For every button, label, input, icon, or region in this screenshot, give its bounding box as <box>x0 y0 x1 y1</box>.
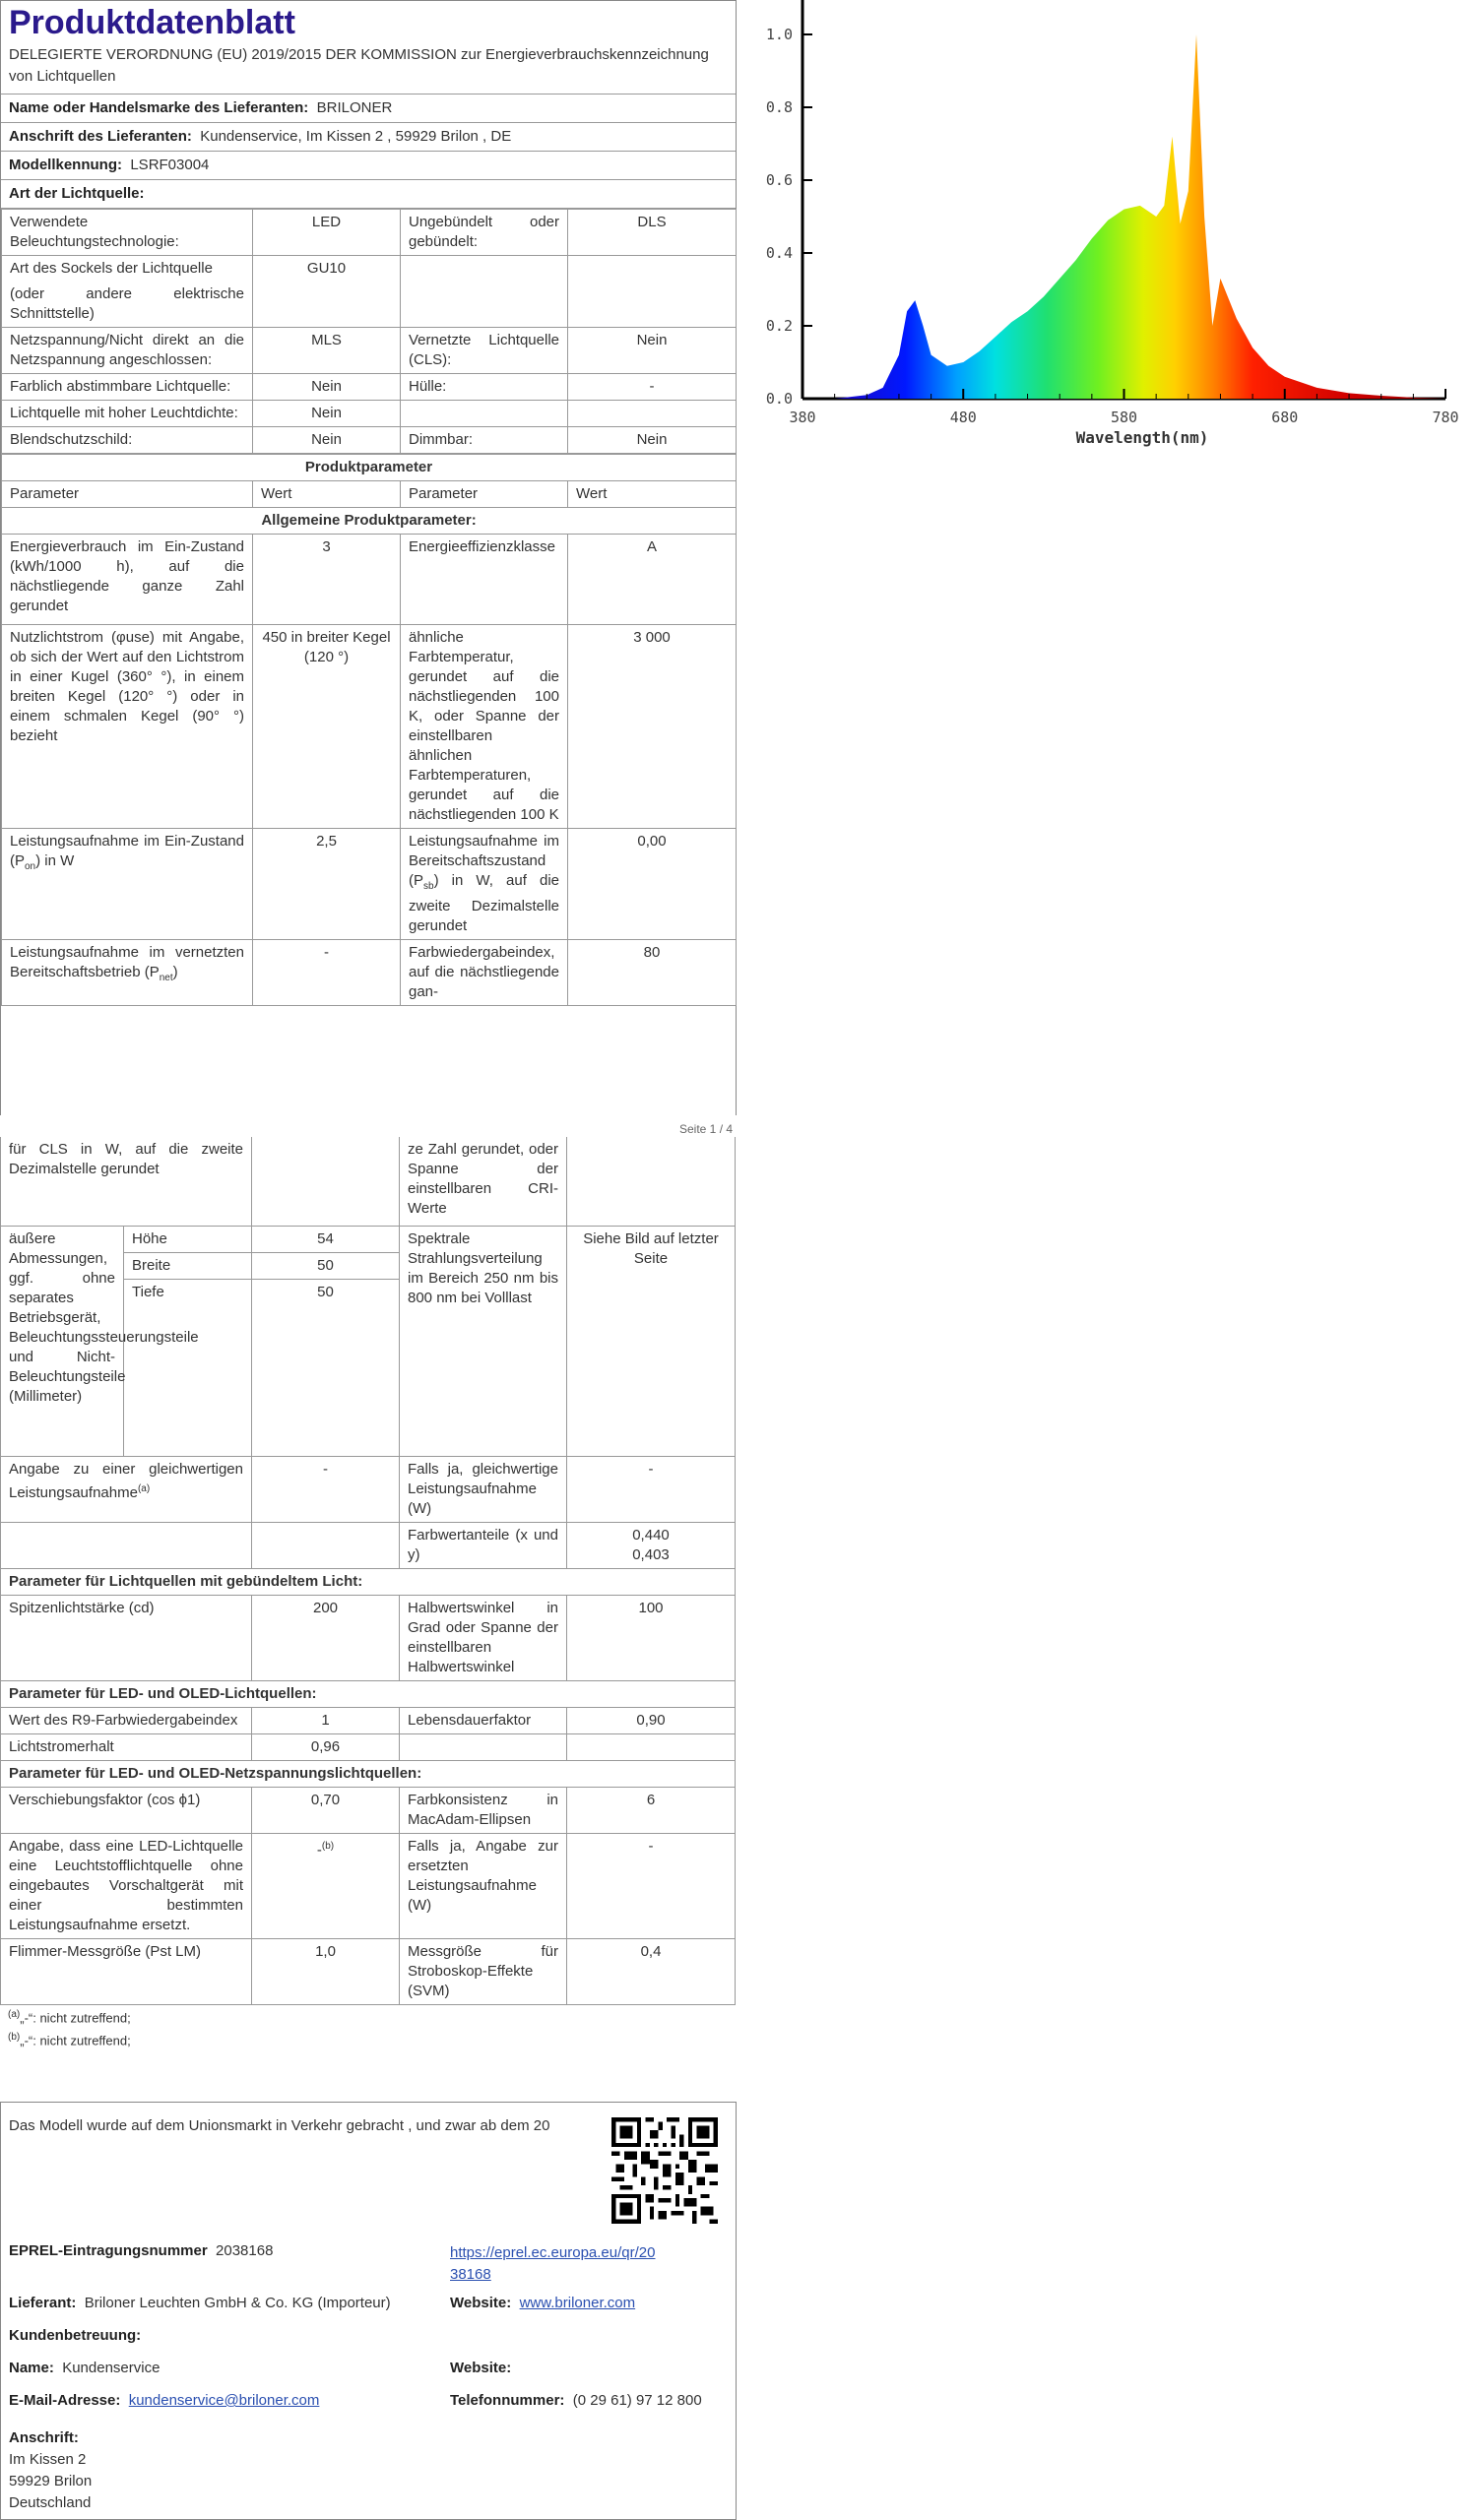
care-name-value: Kundenservice <box>62 2360 161 2376</box>
lumen-maintenance-value: 0,96 <box>252 1733 400 1760</box>
care-website-label: Website: <box>450 2360 512 2376</box>
table-row <box>1 1938 736 2004</box>
cri-label-cont: ze Zahl gerundet, oder Spanne der einstellbaren CRI-Werte <box>400 1137 567 1226</box>
supplier-address-value: Kundenservice, Im Kissen 2 , 59929 Brilon , DE <box>200 128 512 145</box>
standby-power-sub: sb <box>423 881 434 892</box>
networked-standby-unit: ) <box>172 964 178 980</box>
table-row <box>1 1733 736 1760</box>
standby-power-text: Leistungsaufnahme im Bereitschaftszustand (P <box>409 833 559 889</box>
email-row <box>9 2392 319 2409</box>
light-source-type-row <box>1 180 736 209</box>
r9-value: 1 <box>252 1707 400 1733</box>
depth-value: 50 <box>252 1279 400 1456</box>
peak-intensity-value: 200 <box>252 1595 400 1680</box>
care-address-line3: Deutschland <box>9 2494 92 2511</box>
y-tick-label: 0.2 <box>765 317 793 335</box>
directional-value: DLS <box>568 210 737 256</box>
model-row <box>1 152 736 180</box>
footnote-b-sup: (b) <box>8 2031 21 2043</box>
qr-code-icon <box>611 2117 718 2224</box>
market-date-text: Das Modell wurde auf dem Unionsmarkt in Verkehr gebracht , und zwar ab dem 20 <box>9 2117 550 2134</box>
datasheet-page-1 <box>0 0 737 1115</box>
column-header-value: Wert <box>568 481 737 508</box>
cap-value: GU10 <box>253 256 401 328</box>
customer-care-heading <box>9 2327 141 2344</box>
depth-label: Tiefe <box>124 1279 252 1456</box>
r9-label: Wert des R9-Farbwiedergabeindex <box>1 1707 252 1733</box>
email-link[interactable]: kundenservice@briloner.com <box>128 2392 320 2409</box>
on-mode-power-value: 2,5 <box>253 829 401 940</box>
table-row <box>1 1787 736 1833</box>
high-luminance-label: Lichtquelle mit hoher Leuchtdichte: <box>2 401 253 427</box>
directional-label: Ungebündelt oder gebündelt: <box>401 210 568 256</box>
equivalent-power-label <box>1 1456 252 1522</box>
chromaticity-y: 0,403 <box>632 1545 670 1563</box>
cap-label-line2: (oder andere elektrische Schnittstelle) <box>10 285 244 322</box>
table-header-row <box>2 481 737 508</box>
glare-shield-label: Blendschutzschild: <box>2 427 253 454</box>
equivalent-power-w-value: - <box>567 1456 736 1522</box>
networked-standby-label <box>2 940 253 1006</box>
envelope-label: Hülle: <box>401 374 568 401</box>
care-name-row <box>9 2360 160 2376</box>
cap-label <box>2 256 253 328</box>
dimmable-value: Nein <box>568 427 737 454</box>
column-header-parameter: Parameter <box>401 481 568 508</box>
website-row <box>450 2295 635 2311</box>
tech-value: LED <box>253 210 401 256</box>
x-tick-label: 580 <box>1110 409 1138 426</box>
beam-angle-value: 100 <box>567 1595 736 1680</box>
supplier-value: Briloner Leuchten GmbH & Co. KG (Importeur) <box>84 2295 391 2311</box>
footnote-b-marker: (b) <box>321 1840 335 1852</box>
table-row <box>2 401 737 427</box>
care-address <box>9 2427 92 2514</box>
networked-standby-text: Leistungsaufnahme im vernetzten Bereitschaftsbetrieb (P <box>10 944 244 980</box>
light-source-type-label: Art der Lichtquelle: <box>9 185 145 202</box>
standby-power-label <box>401 829 568 940</box>
page-title: Produktdatenblatt <box>9 4 295 41</box>
glare-shield-value: Nein <box>253 427 401 454</box>
footnote-a-text: „-“: nicht zutreffend; <box>20 2009 131 2025</box>
eprel-url-line2[interactable]: 38168 <box>450 2266 491 2283</box>
high-luminance-value: Nein <box>253 401 401 427</box>
chromaticity-label: Farbwertanteile (x und y) <box>400 1522 567 1568</box>
column-header-value: Wert <box>253 481 401 508</box>
phone-row <box>450 2392 702 2409</box>
x-axis-label: Wavelength(nm) <box>1075 428 1209 447</box>
product-parameters-table-continued <box>0 1137 736 2005</box>
care-website-row <box>450 2360 511 2376</box>
lumen-maintenance-label: Lichtstromerhalt <box>1 1733 252 1760</box>
table-row <box>1 1707 736 1733</box>
table-row <box>2 940 737 1006</box>
retrofit-claim-label: Angabe, dass eine LED-Lichtquelle eine Leuchtstofflichtquelle ohne eingebautes Vorschaltgerät mit einer bestimmten Leistungsaufnahme ersetzt. <box>1 1833 252 1938</box>
survival-factor-value: 0,90 <box>567 1707 736 1733</box>
energy-consumption-value: 3 <box>253 535 401 625</box>
general-parameters-heading: Allgemeine Produktparameter: <box>2 508 737 535</box>
phone-label: Telefonnummer: <box>450 2392 565 2409</box>
x-tick-label: 680 <box>1271 409 1299 426</box>
table-row <box>1 1226 736 1252</box>
peak-intensity-label: Spitzenlichtstärke (cd) <box>1 1595 252 1680</box>
model-label: Modellkennung: <box>9 157 122 173</box>
on-mode-power-sub: on <box>25 861 36 872</box>
email-label: E-Mail-Adresse: <box>9 2392 121 2409</box>
displacement-factor-label: Verschiebungsfaktor (cos ϕ1) <box>1 1787 252 1833</box>
retrofit-claim-text: - <box>316 1841 322 1858</box>
color-tunable-label: Farblich abstimmbare Lichtquelle: <box>2 374 253 401</box>
on-mode-power-text: Leistungsaufnahme im Ein-Zustand (P <box>10 833 244 869</box>
footnote-a-marker: (a) <box>137 1482 151 1494</box>
supplier-address-label: Anschrift des Lieferanten: <box>9 128 192 145</box>
height-value: 54 <box>252 1226 400 1252</box>
supplier-address-row <box>1 123 736 152</box>
product-parameters-heading: Produktparameter <box>2 455 737 481</box>
spectral-distribution-chart <box>748 0 1477 453</box>
height-label: Höhe <box>124 1226 252 1252</box>
flicker-label: Flimmer-Messgröße (Pst LM) <box>1 1938 252 2004</box>
website-link[interactable]: www.briloner.com <box>519 2295 636 2311</box>
light-source-type-table <box>1 209 737 454</box>
cct-value: 3 000 <box>568 625 737 829</box>
phone-value: (0 29 61) 97 12 800 <box>572 2392 702 2409</box>
energy-class-value: A <box>568 535 737 625</box>
mains-value: MLS <box>253 328 401 374</box>
supplier-name-value: BRILONER <box>316 99 393 116</box>
table-row <box>2 625 737 829</box>
customer-care-label: Kundenbetreuung: <box>9 2327 142 2344</box>
y-tick-label: 0.8 <box>765 98 793 116</box>
supplier-label: Lieferant: <box>9 2295 77 2311</box>
footnote-a-sup: (a) <box>8 2008 21 2020</box>
table-row <box>2 427 737 454</box>
table-row <box>2 210 737 256</box>
chromaticity-value <box>567 1522 736 1568</box>
useful-flux-value: 450 in breiter Kegel (120 °) <box>253 625 401 829</box>
energy-consumption-label: Energieverbrauch im Ein-Zustand (kWh/1000 h), auf die nächstliegende ganze Zahl gerundet <box>2 535 253 625</box>
svm-label: Messgröße für Stroboskop-Effekte (SVM) <box>400 1938 567 2004</box>
page-number: Seite 1 / 4 <box>679 1122 734 1136</box>
footnote-b-text: „-“: nicht zutreffend; <box>20 2033 131 2048</box>
eprel-label: EPREL-Eintragungsnummer <box>9 2242 208 2259</box>
table-row <box>1 1456 736 1522</box>
svm-value: 0,4 <box>567 1938 736 2004</box>
macadam-value: 6 <box>567 1787 736 1833</box>
color-tunable-value: Nein <box>253 374 401 401</box>
supplier-name-row <box>1 94 736 123</box>
cri-label: Farbwiedergabeindex, auf die nächstliegende gan- <box>401 940 568 1006</box>
beam-angle-label: Halbwertswinkel in Grad oder Spanne der einstellbaren Halbwertswinkel <box>400 1595 567 1680</box>
contact-box <box>0 2102 737 2520</box>
x-tick-label: 780 <box>1432 409 1459 426</box>
y-tick-label: 0.0 <box>765 390 793 408</box>
website-label: Website: <box>450 2295 512 2311</box>
x-tick-label: 480 <box>949 409 977 426</box>
spd-label: Spektrale Strahlungsverteilung im Bereich 250 nm bis 800 nm bei Volllast <box>400 1226 567 1456</box>
supplier-name-label: Name oder Handelsmarke des Lieferanten: <box>9 99 309 116</box>
retrofit-power-label: Falls ja, Angabe zur ersetzten Leistungsaufnahme (W) <box>400 1833 567 1938</box>
table-row <box>2 256 737 328</box>
table-row <box>1 1595 736 1680</box>
y-tick-label: 1.0 <box>765 26 793 43</box>
equivalent-power-value: - <box>252 1456 400 1522</box>
y-tick-label: 0.6 <box>765 171 793 189</box>
eprel-row <box>9 2242 273 2259</box>
standby-power-value: 0,00 <box>568 829 737 940</box>
datasheet-page-2 <box>0 1137 737 2050</box>
macadam-label: Farbkonsistenz in MacAdam-Ellipsen <box>400 1787 567 1833</box>
table-row <box>2 535 737 625</box>
cap-label-line1: Art des Sockels der Lichtquelle <box>10 260 213 277</box>
product-parameters-table <box>1 454 737 1006</box>
chromaticity-x: 0,440 <box>632 1526 670 1544</box>
table-row <box>2 829 737 940</box>
displacement-factor-value: 0,70 <box>252 1787 400 1833</box>
table-row <box>1 1137 736 1226</box>
x-tick-label: 380 <box>789 409 816 426</box>
eprel-url-line1[interactable]: https://eprel.ec.europa.eu/qr/20 <box>450 2244 656 2261</box>
width-label: Breite <box>124 1252 252 1279</box>
care-address-line1: Im Kissen 2 <box>9 2451 87 2468</box>
cls-label: Vernetzte Lichtquelle (CLS): <box>401 328 568 374</box>
eprel-value: 2038168 <box>216 2242 274 2259</box>
table-row <box>2 374 737 401</box>
cls-value: Nein <box>568 328 737 374</box>
spectrum-area <box>803 34 1445 399</box>
directional-section-heading: Parameter für Lichtquellen mit gebündeltem Licht: <box>1 1568 736 1595</box>
equivalent-power-w-label: Falls ja, gleichwertige Leistungsaufnahme (W) <box>400 1456 567 1522</box>
regulation-subtitle: DELEGIERTE VERORDNUNG (EU) 2019/2015 DER KOMMISSION zur Energieverbrauchskennzeichnung von Lichtquellen <box>1 44 736 94</box>
on-mode-power-label <box>2 829 253 940</box>
table-row <box>2 328 737 374</box>
dimmable-label: Dimmbar: <box>401 427 568 454</box>
cri-value: 80 <box>568 940 737 1006</box>
retrofit-claim-value <box>252 1833 400 1938</box>
care-address-label: Anschrift: <box>9 2429 79 2446</box>
tech-label: Verwendete Beleuchtungstechnologie: <box>2 210 253 256</box>
networked-standby-value: - <box>253 940 401 1006</box>
networked-standby-sub: net <box>159 973 173 983</box>
width-value: 50 <box>252 1252 400 1279</box>
column-header-parameter: Parameter <box>2 481 253 508</box>
mains-label: Netzspannung/Nicht direkt an die Netzspannung angeschlossen: <box>2 328 253 374</box>
table-row <box>1 1833 736 1938</box>
mains-led-section-heading: Parameter für LED- und OLED-Netzspannungslichtquellen: <box>1 1760 736 1787</box>
energy-class-label: Energieeffizienzklasse <box>401 535 568 625</box>
footnote-a <box>0 2005 737 2028</box>
table-row <box>1 1522 736 1568</box>
supplier-row <box>9 2295 391 2311</box>
cct-label: ähnliche Farbtemperatur, gerundet auf die nächstliegenden 100 K, oder Spanne der einstellbaren ähnlichen Farbtemperaturen, gerundet auf die nächstliegenden 100 K <box>401 625 568 829</box>
on-mode-power-unit: ) in W <box>35 852 75 869</box>
standby-power-unit: ) in W, auf die zweite Dezimalstelle gerundet <box>409 872 559 934</box>
useful-flux-label: Nutzlichtstrom (φuse) mit Angabe, ob sich der Wert auf den Lichtstrom in einer Kugel (360° °), in einem breiten Kegel (120° °) oder in einem schmalen Kegel (90° °) bezieht <box>2 625 253 829</box>
flicker-value: 1,0 <box>252 1938 400 2004</box>
equivalent-power-text: Angabe zu einer gleichwertigen Leistungsaufnahme <box>9 1460 243 1501</box>
envelope-value: - <box>568 374 737 401</box>
dimensions-label: äußere Abmessungen, ggf. ohne separates Betriebsgerät, Beleuchtungssteuerungsteile und Nicht-Beleuchtungsteile (Millimeter) <box>1 1226 124 1456</box>
eprel-link[interactable] <box>450 2242 655 2286</box>
networked-standby-label-cont: für CLS in W, auf die zweite Dezimalstelle gerundet <box>1 1137 252 1226</box>
retrofit-power-value: - <box>567 1833 736 1938</box>
y-tick-label: 0.4 <box>765 244 793 262</box>
spd-value: Siehe Bild auf letzter Seite <box>567 1226 736 1456</box>
model-value: LSRF03004 <box>130 157 210 173</box>
footnote-b <box>0 2028 737 2050</box>
survival-factor-label: Lebensdauerfaktor <box>400 1707 567 1733</box>
led-section-heading: Parameter für LED- und OLED-Lichtquellen: <box>1 1680 736 1707</box>
care-address-line2: 59929 Brilon <box>9 2473 93 2489</box>
care-name-label: Name: <box>9 2360 54 2376</box>
